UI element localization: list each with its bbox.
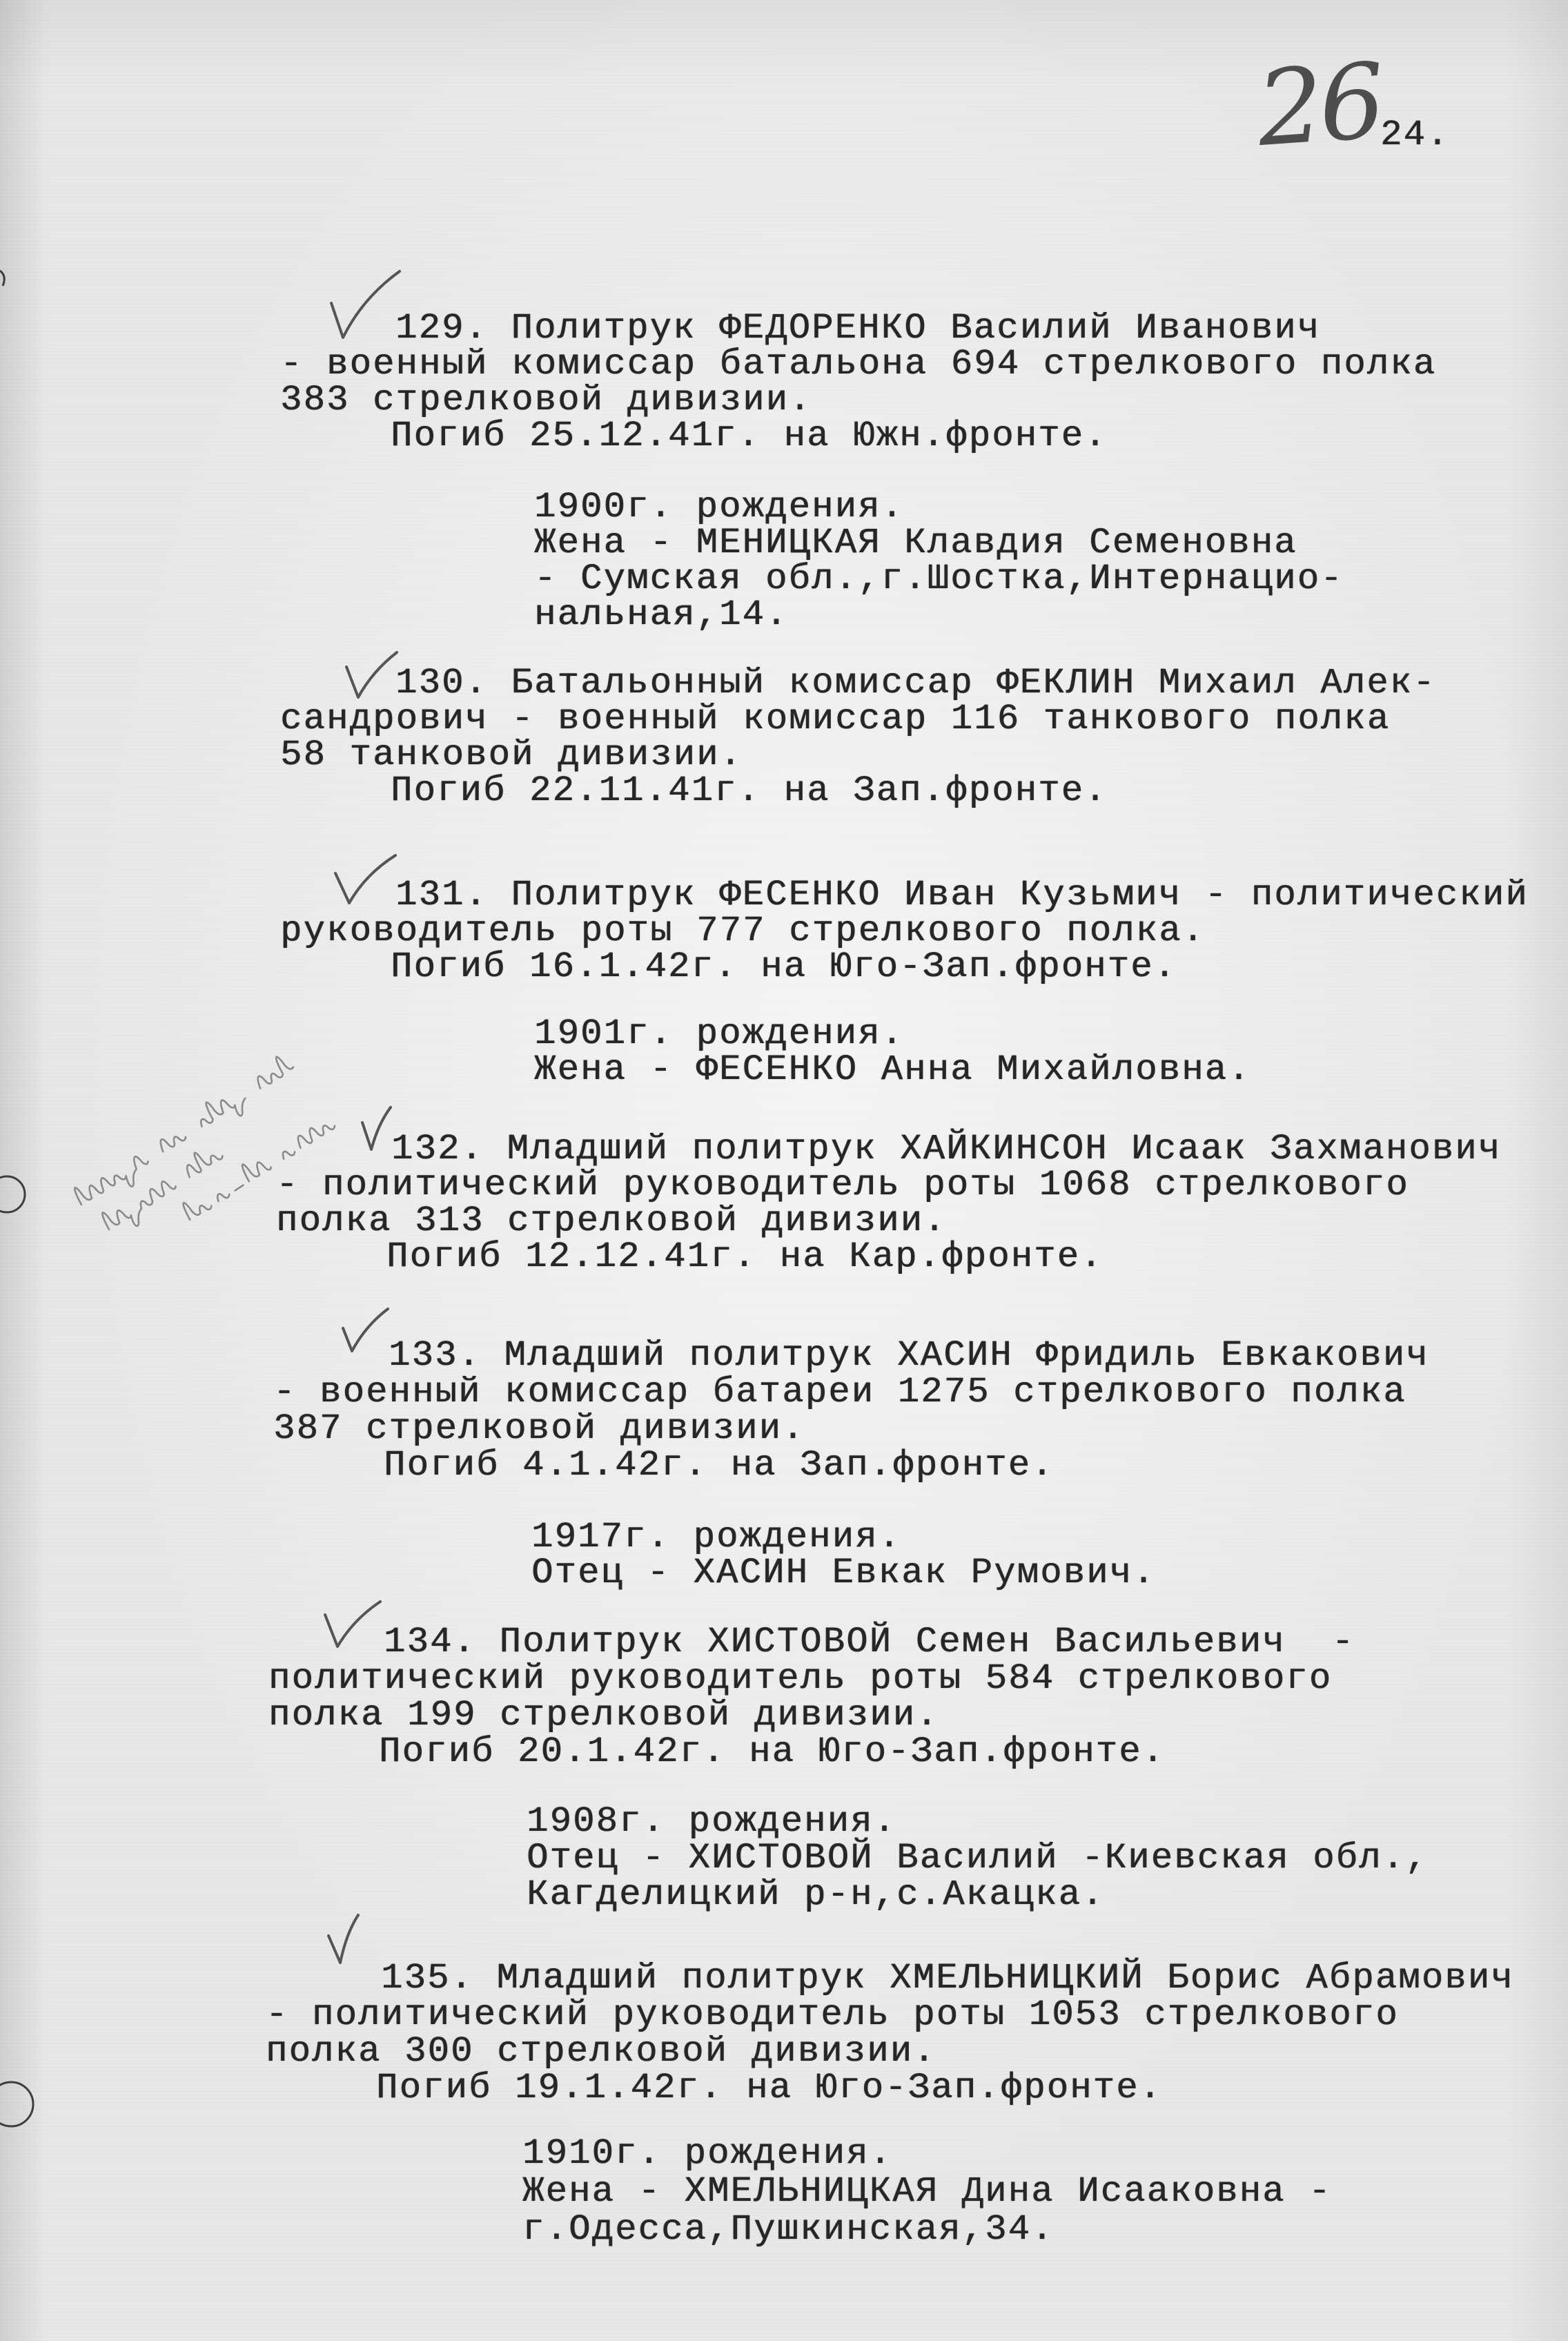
birth-year: 1908г. рождения. [527, 1801, 897, 1842]
typed-page-number: 24. [1380, 115, 1450, 155]
entry-131-personal [534, 1013, 1251, 1090]
edge-mark [0, 271, 4, 286]
address-line: нальная,14. [534, 594, 789, 635]
birth-year: 1901г. рождения. [534, 1013, 905, 1054]
entry-133 [273, 1337, 1429, 1484]
death-record: Погиб 19.1.42г. на Юго-Зап.фронте. [376, 2068, 1163, 2108]
entry-135-personal [522, 2135, 1332, 2248]
handwritten-page-number: 26 [1253, 41, 1385, 171]
birth-year: 1917г. рождения. [531, 1517, 902, 1557]
entry-text-line: сандрович - военный комиссар 116 танкового полка [280, 699, 1391, 739]
entry-129-personal [534, 489, 1344, 633]
death-record: Погиб 22.11.41г. на Зап.фронте. [391, 770, 1108, 811]
entry-heading: 133. Младший политрук ХАСИН Фридиль Евкакович [389, 1335, 1429, 1376]
entry-131 [280, 877, 1529, 985]
entry-heading: 130. Батальонный комиссар ФЕКЛИН Михаил Алек- [395, 663, 1436, 703]
entry-text-line: полка 313 стрелковой дивизии. [276, 1201, 947, 1241]
entry-130 [280, 663, 1436, 811]
entry-text-line: - военный комиссар батареи 1275 стрелкового полка [273, 1372, 1407, 1412]
entry-text-line: 58 танковой дивизии. [280, 735, 743, 775]
entry-134-personal [527, 1803, 1429, 1913]
entry-text-line: - политический руководитель роты 1068 стрелкового [276, 1165, 1409, 1205]
entry-text-line: - военный комиссар батальона 694 стрелкового полка [280, 344, 1437, 385]
death-record: Погиб 25.12.41г. на Южн.фронте. [391, 416, 1108, 456]
entry-heading: 131. Политрук ФЕСЕНКО Иван Кузьмич - политический [395, 875, 1529, 915]
entry-133-personal [531, 1519, 1156, 1591]
entry-129 [280, 308, 1437, 456]
entry-text-line: 387 стрелковой дивизии. [273, 1408, 805, 1449]
punch-hole [0, 2082, 33, 2126]
punch-hole [0, 1176, 25, 1212]
death-record: Погиб 20.1.42г. на Юго-Зап.фронте. [379, 1731, 1166, 1772]
entry-135 [266, 1960, 1514, 2106]
entry-text-line: руководитель роты 777 стрелкового полка. [280, 911, 1206, 951]
entry-heading: 135. Младший политрук ХМЕЛЬНИЦКИЙ Борис Абрамович [381, 1958, 1514, 1999]
death-record: Погиб 16.1.42г. на Юго-Зап.фронте. [391, 946, 1177, 987]
address-line: г.Одесса,Пушкинская,34. [522, 2209, 1055, 2250]
relative-line: Жена - ФЕСЕНКО Анна Михайловна. [534, 1049, 1251, 1090]
entry-text-line: - политический руководитель роты 1053 стрелкового [266, 1994, 1399, 2035]
birth-year: 1910г. рождения. [522, 2133, 893, 2174]
entry-text-line: полка 199 стрелковой дивизии. [268, 1695, 939, 1736]
entry-heading: 132. Младший политрук ХАЙКИНСОН Исаак Захманович [391, 1129, 1502, 1169]
birth-year: 1900г. рождения. [534, 487, 905, 527]
entry-heading: 129. Политрук ФЕДОРЕНКО Василий Иванович [395, 308, 1321, 349]
relative-line: Жена - МЕНИЦКАЯ Клавдия Семеновна [534, 523, 1297, 563]
entry-text-line: политический руководитель роты 584 стрелкового [268, 1658, 1333, 1699]
relative-line: Отец - ХИСТОВОЙ Василий -Киевская обл., [527, 1838, 1429, 1878]
relative-line: Жена - ХМЕЛЬНИЦКАЯ Дина Исааковна - [522, 2171, 1332, 2212]
address-line: - Сумская обл.,г.Шостка,Интернацио- [534, 558, 1344, 599]
checkmark-icon [329, 1915, 358, 1963]
entry-text-line: полка 300 стрелковой дивизии. [266, 2031, 937, 2072]
address-line: Кагделицкий р-н,с.Акацка. [527, 1874, 1105, 1915]
death-record: Погиб 4.1.42г. на Зап.фронте. [384, 1445, 1055, 1486]
entry-heading: 134. Политрук ХИСТОВОЙ Семен Васильевич - [384, 1622, 1355, 1662]
entry-134 [268, 1624, 1355, 1770]
entry-132 [276, 1131, 1501, 1275]
relative-line: Отец - ХАСИН Евкак Румович. [531, 1553, 1156, 1593]
entry-text-line: 383 стрелковой дивизии. [280, 380, 812, 420]
death-record: Погиб 12.12.41г. на Кар.фронте. [386, 1236, 1104, 1277]
